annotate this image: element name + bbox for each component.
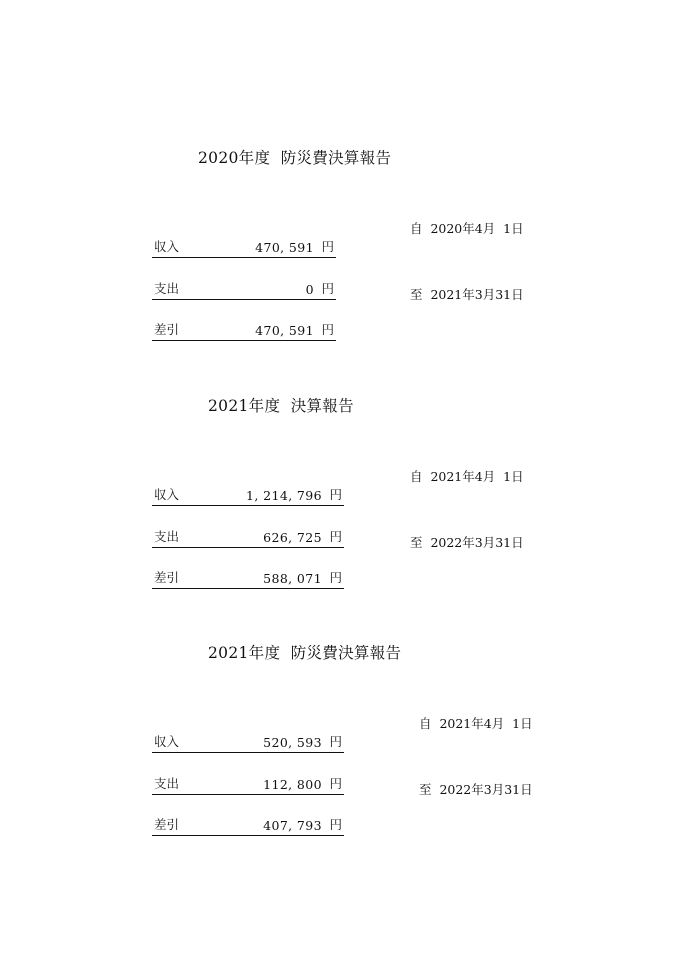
row-label: 収入 bbox=[154, 487, 180, 502]
report-period bbox=[419, 669, 533, 845]
row-amount: 470, 591 bbox=[255, 323, 314, 338]
report-section-2021-disaster bbox=[0, 495, 682, 833]
row-amount: 588, 071 bbox=[263, 571, 322, 586]
row-label: 支出 bbox=[154, 281, 180, 296]
row-unit: 円 bbox=[321, 322, 334, 337]
row-unit: 円 bbox=[329, 529, 342, 544]
row-label: 差引 bbox=[154, 817, 180, 832]
row-unit: 円 bbox=[321, 281, 334, 296]
period-to: 至 2022年3月31日 bbox=[419, 782, 533, 797]
row-label: 差引 bbox=[154, 322, 180, 337]
row-label: 支出 bbox=[154, 776, 180, 791]
period-from: 自 2020年4月 1日 bbox=[410, 221, 524, 236]
period-from: 自 2021年4月 1日 bbox=[419, 716, 533, 731]
row-amount: 1, 214, 796 bbox=[246, 488, 322, 503]
row-amount: 626, 725 bbox=[263, 530, 322, 545]
row-unit: 円 bbox=[321, 239, 334, 254]
row-label: 収入 bbox=[154, 239, 180, 254]
row-label: 収入 bbox=[154, 734, 180, 749]
report-title: 2021年度 決算報告 bbox=[208, 397, 354, 415]
expense-row bbox=[152, 776, 344, 795]
row-amount: 407, 793 bbox=[263, 818, 322, 833]
row-amount: 0 bbox=[305, 282, 314, 297]
row-label: 支出 bbox=[154, 529, 180, 544]
report-title: 2020年度 防災費決算報告 bbox=[198, 149, 392, 167]
income-row bbox=[152, 734, 344, 753]
report-section-2021-settlement bbox=[0, 248, 682, 586]
row-unit: 円 bbox=[329, 734, 342, 749]
row-unit: 円 bbox=[329, 776, 342, 791]
row-unit: 円 bbox=[329, 570, 342, 585]
row-unit: 円 bbox=[329, 817, 342, 832]
period-to: 至 2022年3月31日 bbox=[410, 535, 524, 550]
balance-row bbox=[152, 817, 344, 836]
row-amount: 470, 591 bbox=[255, 240, 314, 255]
report-section-2020-disaster bbox=[0, 0, 682, 338]
report-title: 2021年度 防災費決算報告 bbox=[208, 644, 402, 662]
row-unit: 円 bbox=[329, 487, 342, 502]
row-amount: 520, 593 bbox=[263, 735, 322, 750]
period-from: 自 2021年4月 1日 bbox=[410, 469, 524, 484]
row-label: 差引 bbox=[154, 570, 180, 585]
row-amount: 112, 800 bbox=[263, 777, 322, 792]
period-to: 至 2021年3月31日 bbox=[410, 287, 524, 302]
